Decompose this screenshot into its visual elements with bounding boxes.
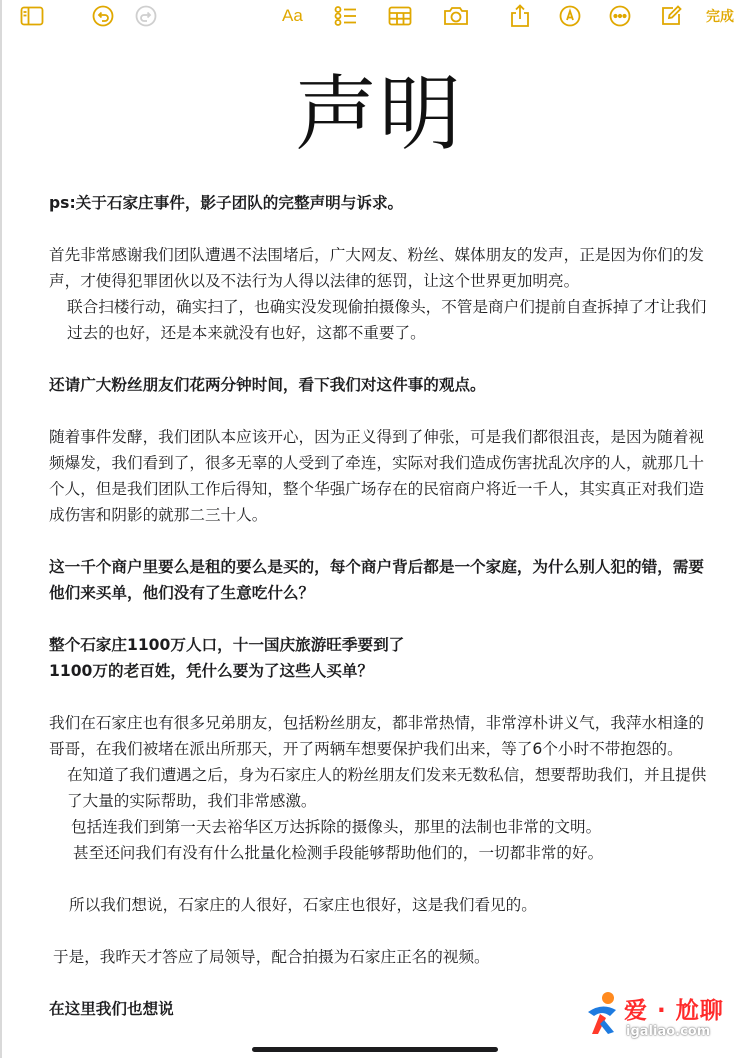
- watermark-name: 爱 · 尬聊: [624, 998, 724, 1024]
- checklist-icon[interactable]: [334, 4, 358, 28]
- note-paragraph: 联合扫楼行动，确实扫了，也确实没发现偷拍摄像头，不管是商户们提前自查拆掉了才让我们过去的也好，还是本来就没有也好，这都不重要了。: [67, 298, 707, 342]
- camera-icon[interactable]: [443, 4, 469, 28]
- note-paragraph: 在这里我们也想说: [49, 1000, 174, 1018]
- sidebar-icon[interactable]: [20, 4, 44, 28]
- note-paragraph: 甚至还问我们有没有什么批量化检测手段能够帮助他们的，一切都非常的好。: [73, 844, 604, 862]
- note-paragraph: 所以我们想说，石家庄的人很好，石家庄也很好，这是我们看见的。: [69, 896, 537, 914]
- watermark-logo-icon: [582, 990, 622, 1040]
- site-watermark: [582, 988, 742, 1048]
- more-icon[interactable]: [609, 4, 631, 28]
- home-indicator[interactable]: [252, 1047, 498, 1052]
- note-paragraph: 还请广大粉丝朋友们花两分钟时间，看下我们对这件事的观点。: [49, 376, 486, 394]
- note-paragraph: 我们在石家庄也有很多兄弟朋友，包括粉丝朋友，都非常热情，非常淳朴讲义气，我萍水相逢的哥哥，在我们被堵在派出所那天，开了两辆车想要保护我们出来，等了6个小时不带抱怨的。: [49, 714, 704, 758]
- table-icon[interactable]: [388, 4, 412, 28]
- note-paragraph: 首先非常感谢我们团队遭遇不法围堵后，广大网友、粉丝、媒体朋友的发声，正是因为你们的发声，才使得犯罪团伙以及不法行为人得以法律的惩罚，让这个世界更加明亮。: [49, 246, 704, 290]
- note-paragraph: ps:关于石家庄事件，影子团队的完整声明与诉求。: [49, 194, 404, 212]
- note-paragraph: 在知道了我们遭遇之后，身为石家庄人的粉丝朋友们发来无数私信，想要帮助我们，并且提供了大量的实际帮助，我们非常感激。: [67, 766, 707, 810]
- notes-toolbar: [0, 0, 750, 34]
- redo-icon[interactable]: [135, 4, 157, 28]
- window-edge: [0, 0, 2, 1058]
- text-format-icon[interactable]: [282, 4, 303, 28]
- done-button[interactable]: 完成: [706, 9, 734, 25]
- note-paragraph: 1100万的老百姓，凭什么要为了这些人买单？: [49, 662, 374, 680]
- note-paragraph: 整个石家庄1100万人口，十一国庆旅游旺季要到了: [49, 636, 405, 654]
- share-icon[interactable]: [510, 4, 530, 28]
- watermark-url: igaliao.com: [626, 1024, 711, 1039]
- note-title: 声明: [294, 67, 463, 162]
- compose-icon[interactable]: [660, 4, 682, 28]
- note-paragraph: 这一千个商户里要么是租的要么是买的，每个商户背后都是一个家庭，为什么别人犯的错，需要他们来买单，他们没有了生意吃什么？: [49, 558, 704, 602]
- undo-icon[interactable]: [92, 4, 114, 28]
- note-paragraph: 于是，我昨天才答应了局领导，配合拍摄为石家庄正名的视频。: [53, 948, 490, 966]
- note-paragraph: 随着事件发酵，我们团队本应该开心，因为正义得到了伸张，可是我们都很沮丧，是因为随着视频爆发，我们看到了，很多无辜的人受到了牵连，实际对我们造成伤害扰乱次序的人，就那几十个人，但是我们团队工作后得知，整个华强广场存在的民宿商户将近一千人，其实真正对我们造成伤害和阴影的就那二三十人。: [49, 428, 704, 524]
- note-body[interactable]: [49, 60, 709, 1022]
- note-paragraph: 包括连我们到第一天去裕华区万达拆除的摄像头，那里的法制也非常的文明。: [71, 818, 602, 836]
- markup-pen-icon[interactable]: [559, 4, 581, 28]
- text-format-label: Aa: [282, 6, 303, 25]
